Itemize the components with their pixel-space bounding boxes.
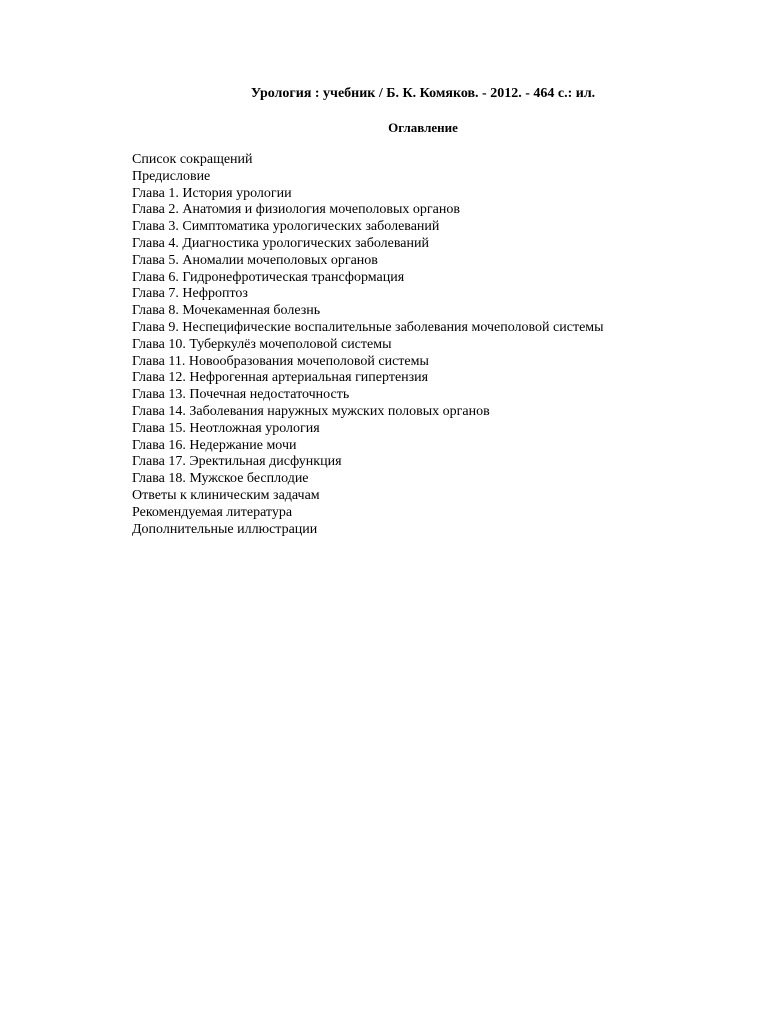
toc-item: Ответы к клиническим задачам [132,487,320,503]
toc-item: Глава 16. Недержание мочи [132,437,297,453]
toc-item: Глава 10. Туберкулёз мочеполовой системы [132,336,392,352]
toc-item: Глава 6. Гидронефротическая трансформация [132,269,405,285]
toc-item: Глава 14. Заболевания наружных мужских половых органов [132,403,490,419]
document-title: Урология : учебник / Б. К. Комяков. - 2012. - 464 с.: ил. [250,86,596,101]
toc-item: Глава 18. Мужское бесплодие [132,471,309,487]
toc-item: Глава 12. Нефрогенная артериальная гипертензия [132,370,429,386]
toc-item: Глава 1. История урологии [132,185,292,201]
toc-item: Глава 5. Аномалии мочеполовых органов [132,252,378,268]
toc-item: Список сокращений [132,152,253,167]
toc-item: Глава 7. Нефроптоз [132,286,248,302]
toc-item: Глава 15. Неотложная урология [132,420,320,436]
toc-item: Глава 8. Мочекаменная болезнь [132,303,321,319]
toc-item: Глава 11. Новообразования мочеполовой системы [132,353,429,369]
toc-item: Глава 9. Неспецифические воспалительные заболевания мочеполовой системы [132,319,604,335]
toc-item: Глава 4. Диагностика урологических заболеваний [132,235,429,251]
toc-item: Глава 13. Почечная недостаточность [132,387,350,403]
toc-item: Глава 2. Анатомия и физиология мочеполовых органов [132,202,460,218]
table-of-contents [132,152,604,538]
toc-item: Глава 3. Симптоматика урологических заболеваний [132,219,440,235]
toc-heading: Оглавление [388,120,458,135]
toc-item: Предисловие [132,168,211,184]
toc-item: Рекомендуемая литература [132,504,293,520]
toc-item: Дополнительные иллюстрации [132,521,318,537]
toc-item: Глава 17. Эректильная дисфункция [132,454,342,470]
